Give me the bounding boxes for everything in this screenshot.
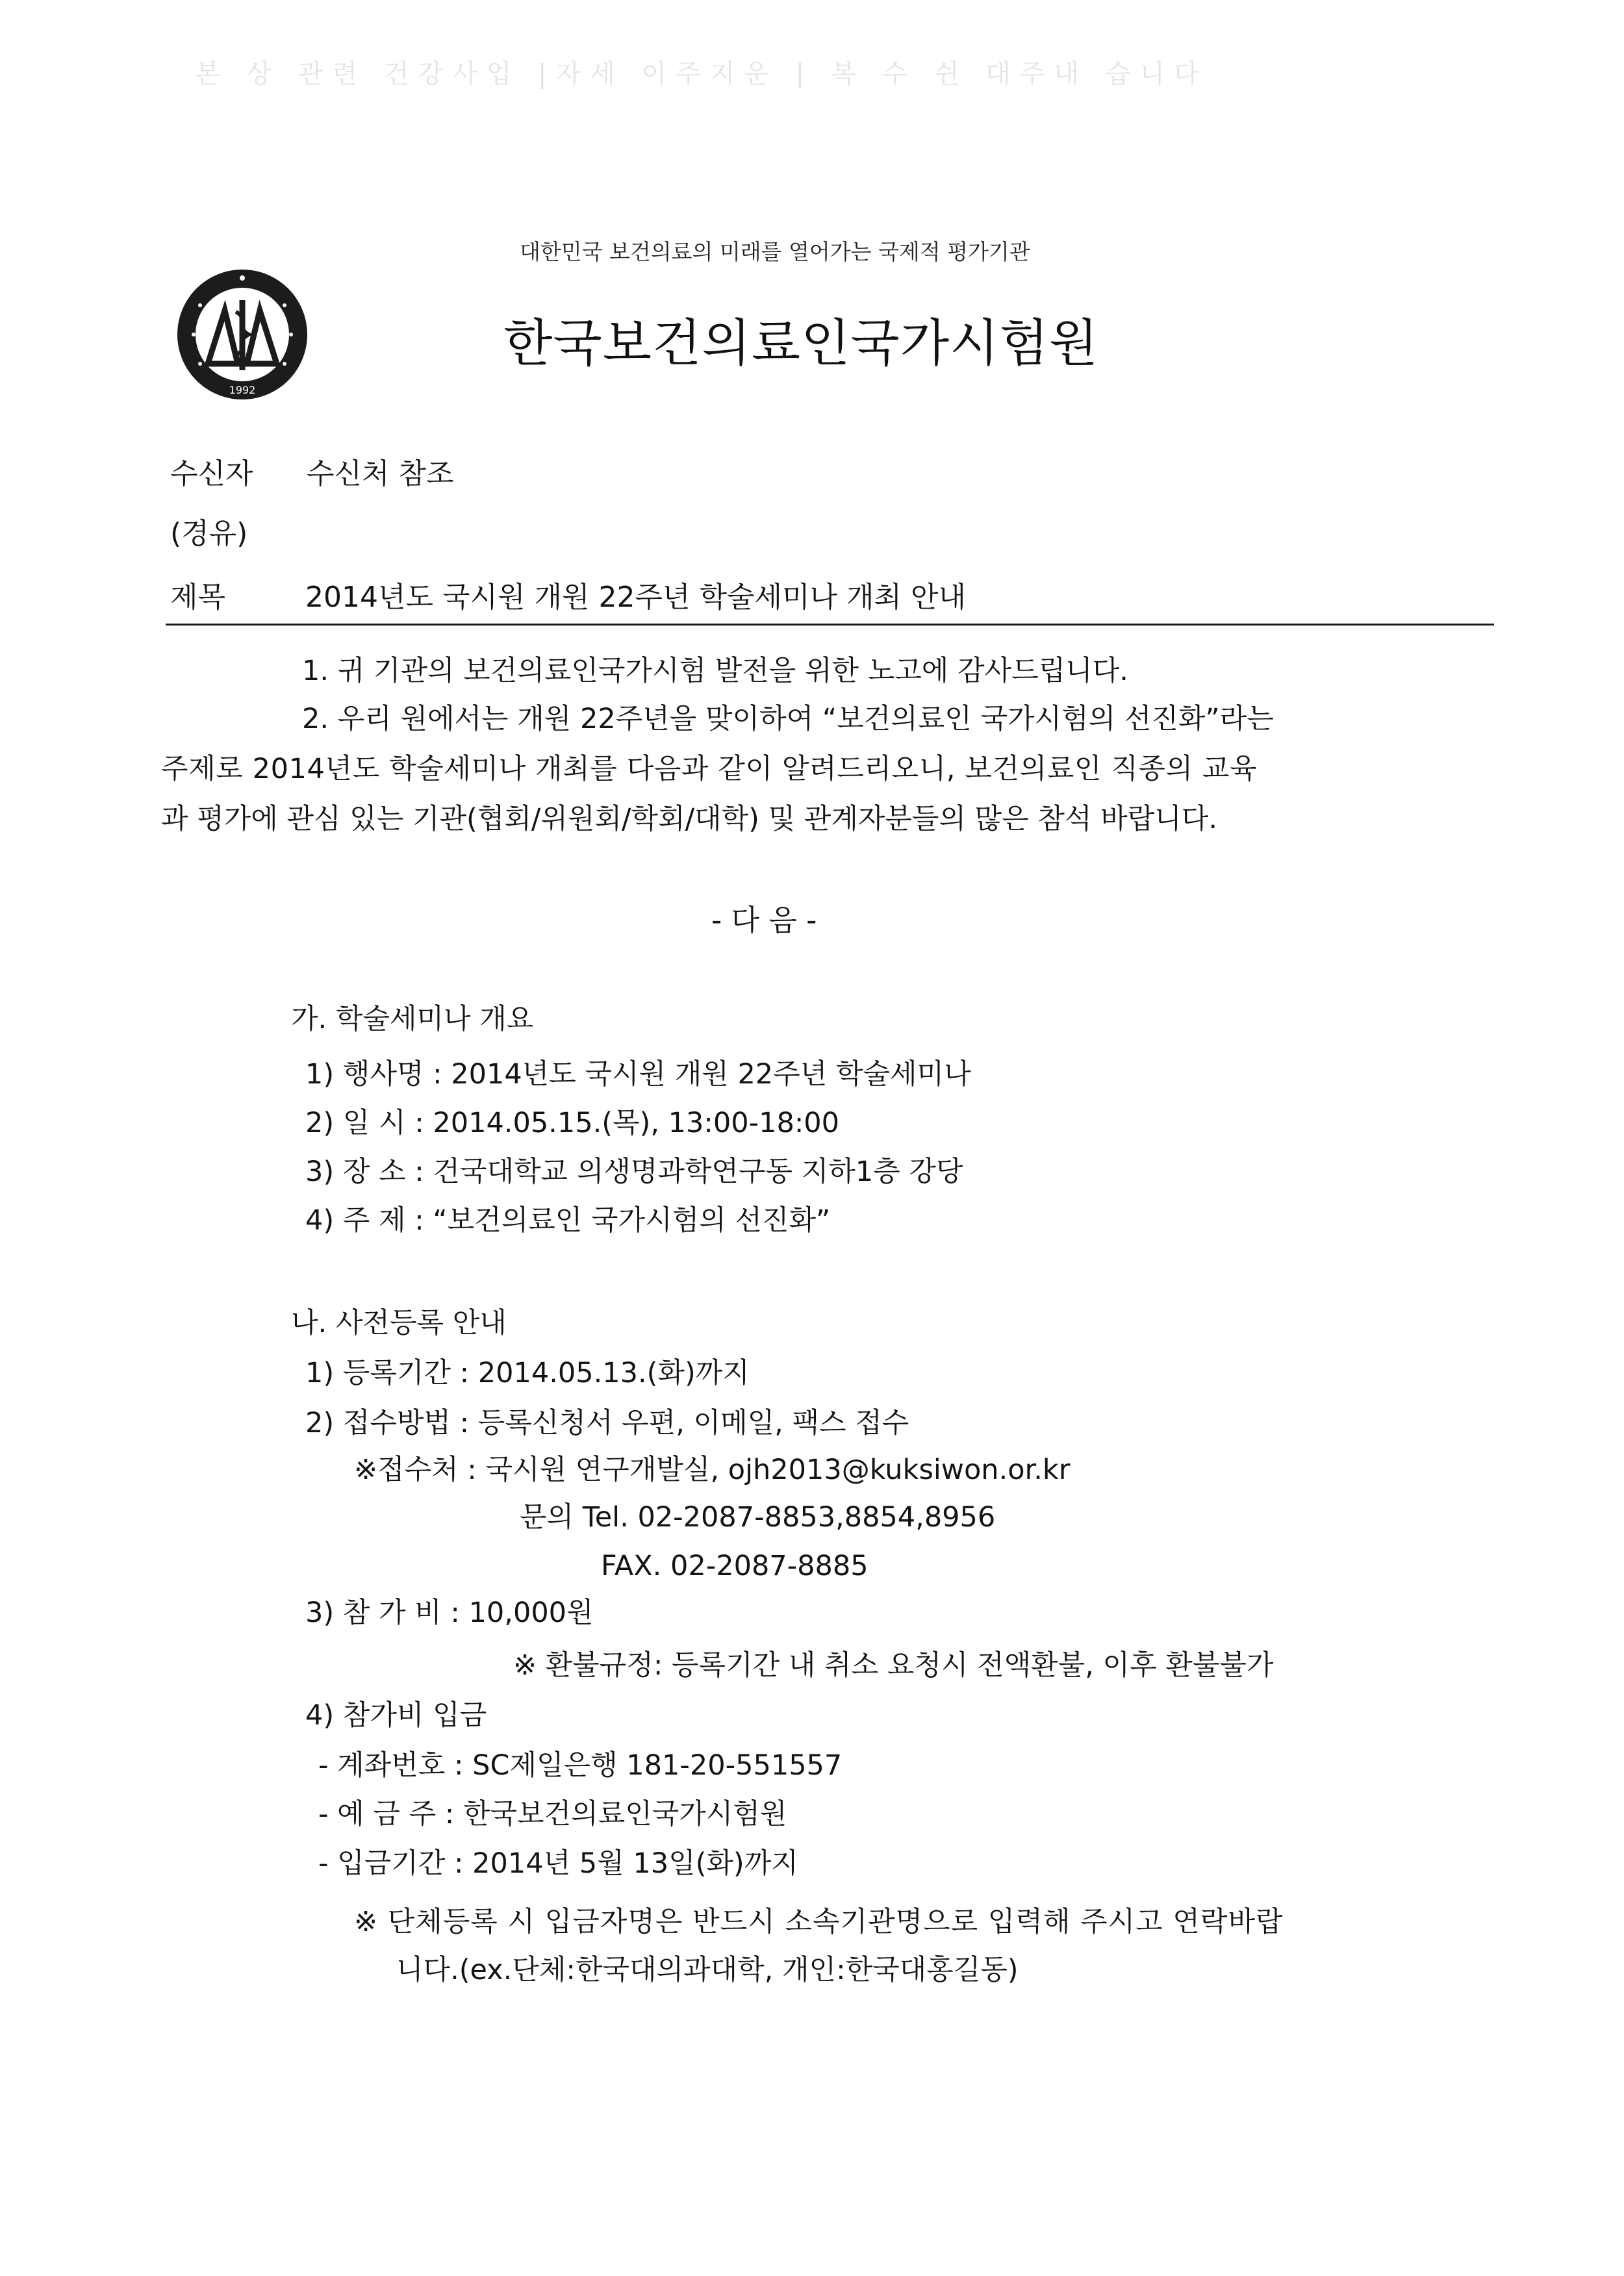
section-a-item-2: 2) 일 시 : 2014.05.15.(목), 13:00-18:00 — [305, 1107, 840, 1139]
subject-value: 2014년도 국시원 개원 22주년 학술세미나 개최 안내 — [305, 581, 966, 614]
bleed-through-text: 본 상 관련 건강사업 |자세 이주지운 | 복 수 쉰 대주내 습니다 — [195, 59, 1208, 89]
account-number: - 계좌번호 : SC제일은행 181-20-551557 — [318, 1749, 843, 1782]
payment-title: 4) 참가비 입금 — [305, 1699, 487, 1732]
submission-contact: ※접수처 : 국시원 연구개발실, ojh2013@kuksiwon.or.kr — [354, 1454, 1071, 1486]
recipient-label: 수신자 — [170, 457, 253, 490]
paragraph-2-line-1 — [302, 705, 1494, 733]
via-label: (경유) — [170, 517, 248, 550]
section-a-item-1: 1) 행사명 : 2014년도 국시원 개원 22주년 학술세미나 — [305, 1058, 971, 1091]
payment-deadline: - 입금기간 : 2014년 5월 13일(화)까지 — [318, 1847, 798, 1880]
next-heading: - 다 음 - — [711, 903, 817, 937]
paragraph-2-line-3: 과 평가에 관심 있는 기관(협회/위원회/학회/대학) 및 관계자분들의 많은 참석 바랍니다. — [161, 803, 1217, 835]
group-registration-note-line-1: ※ 단체등록 시 입금자명은 반드시 소속기관명으로 입력해 주시고 연락바랍 — [354, 1906, 1284, 1938]
participation-fee: 3) 참 가 비 : 10,000원 — [305, 1597, 594, 1629]
section-a-item-3: 3) 장 소 : 건국대학교 의생명과학연구동 지하1층 강당 — [305, 1156, 963, 1188]
section-a-item-4: 4) 주 제 : “보건의료인 국가시험의 선진화” — [305, 1204, 831, 1237]
slogan: 대한민국 보건의료의 미래를 열어가는 국제적 평가기관 — [520, 239, 1030, 264]
group-registration-note-line-2: 니다.(ex.단체:한국대의과대학, 개인:한국대홍길동) — [396, 1954, 1019, 1986]
section-a-title: 가. 학술세미나 개요 — [291, 1003, 534, 1035]
paragraph-1: 1. 귀 기관의 보건의료인국가시험 발전을 위한 노고에 감사드립니다. — [302, 655, 1128, 687]
subject-divider — [166, 624, 1494, 626]
contact-tel: 문의 Tel. 02-2087-8853,8854,8956 — [520, 1501, 996, 1534]
paragraph-2-line-1-text: 2. 우리 원에서는 개원 22주년을 맞이하여 “보건의료인 국가시험의 선진화”라는 — [302, 703, 1274, 735]
section-b-title: 나. 사전등록 안내 — [291, 1307, 507, 1339]
organization-name: 한국보건의료인국가시험원 — [503, 314, 1099, 373]
registration-period: 1) 등록기간 : 2014.05.13.(화)까지 — [305, 1357, 750, 1389]
paragraph-2-line-2: 주제로 2014년도 학술세미나 개최를 다음과 같이 알려드리오니, 보건의료인 직종의 교육 — [161, 753, 1258, 785]
refund-policy: ※ 환불규정: 등록기간 내 취소 요청시 전액환불, 이후 환불불가 — [513, 1649, 1274, 1682]
submission-method: 2) 접수방법 : 등록신청서 우편, 이메일, 팩스 접수 — [305, 1407, 909, 1439]
institution-seal-icon — [174, 266, 311, 403]
contact-fax: FAX. 02-2087-8885 — [601, 1550, 869, 1582]
account-holder: - 예 금 주 : 한국보건의료인국가시험원 — [318, 1798, 787, 1830]
subject-label: 제목 — [170, 581, 226, 614]
seal-year: 1992 — [229, 384, 256, 396]
recipient-value: 수신처 참조 — [307, 457, 454, 490]
